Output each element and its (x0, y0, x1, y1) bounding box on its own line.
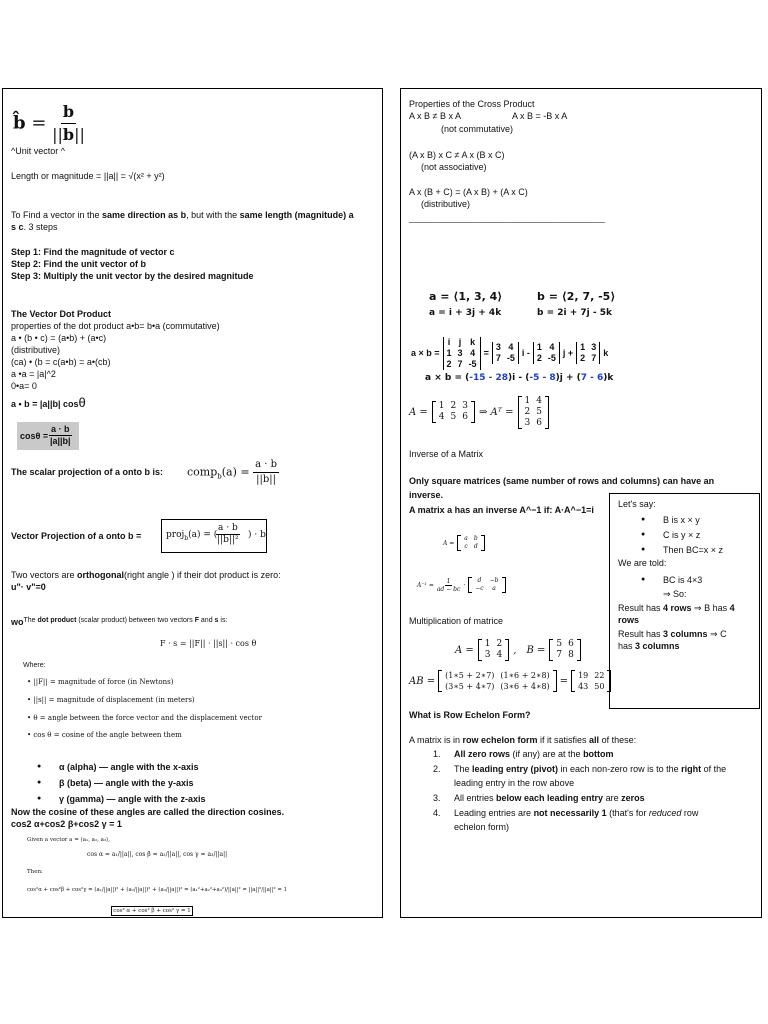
where-item-4: • cos θ = cosine of the angle between them (27, 731, 182, 739)
vector-b-ijk: b = 2i + 7j - 5k (537, 308, 613, 318)
cos-theta-box: cosθ = $\frac{a \cdot b}{|a||b|}$ (17, 422, 79, 450)
box-title: Let's say: (618, 499, 656, 509)
dot-prop-2: a • (b • c) = (a•b) + (a•c) (11, 333, 107, 343)
box-result-cols: Result has 3 columns ⇒ C (618, 629, 727, 639)
magnitude-line: Length or magnitude = ||a|| = √(x² + y²) (11, 171, 165, 181)
step-1: Step 1: Find the magnitude of vector c (11, 247, 175, 257)
inverse-formula: A⁻¹ = $\frac{1}{ad - bc}$ · d −b −c a (417, 577, 506, 593)
step-3: Step 3: Multiply the unit vector by the desired magnitude (11, 271, 254, 281)
cross-prop-1c: (not commutative) (441, 124, 514, 134)
ref-rule-2: The leading entry (pivot) in each non-zero row is to the right of the (454, 764, 727, 774)
scalar-projection-label: The scalar projection of a onto b is: (11, 467, 164, 477)
dot-product-title: The Vector Dot Product (11, 309, 112, 319)
left-notes-panel (2, 88, 383, 918)
right-notes-panel (400, 88, 762, 918)
given-vector: Given a vector a = ⟨a₁, a₂, a₃⟩, (27, 837, 111, 843)
divider-line: ____________________________________________ (409, 214, 605, 223)
angle-gamma: ● γ (gamma) — angle with the z-axis (59, 793, 206, 805)
transpose-example: A = 1 2 3 4 5 6 ⇒ Aᵀ = 1 4 2 5 3 6 (409, 389, 549, 435)
vector-projection-label: Vector Projection of a onto b = (11, 531, 142, 541)
orthogonal-text: Two vectors are orthogonal(right angle ) if their dot product is zero: (11, 570, 281, 580)
dot-prop-1: properties of the dot product a•b= b•a (commutative) (11, 321, 220, 331)
vector-projection-formula: proj$_b$(a) = ( $\frac{a \cdot b}{\text{||b||²}}$ ) · b (161, 519, 267, 553)
where-label: Where: (23, 662, 46, 669)
ref-num-2: 2. (433, 764, 441, 774)
ref-rule-4: Leading entries are not necessarily 1 (that's for reduced row (454, 808, 699, 818)
ref-num-3: 3. (433, 793, 441, 803)
dot-prop-3: (distributive) (11, 345, 61, 355)
unit-vector-caption: ^Unit vector ^ (11, 146, 65, 156)
cross-prop-1a: A x B ≠ B x A (409, 111, 461, 121)
inverse-title: Inverse of a Matrix (409, 449, 484, 459)
cross-determinant: a × b = i j k 1 3 4 2 7 -5 = 3 4 7 -5 i - 1 4 2 -5 j + 1 3 2 7 k (411, 336, 609, 369)
dot-prop-6: 0•a= 0 (11, 381, 37, 391)
work-formula: F · s = ||F|| · ||s|| · cos θ (160, 639, 257, 648)
dimension-note-box (609, 493, 760, 709)
inverse-definition: A matrix a has an inverse A^−1 if: A·A^−1=i (409, 505, 594, 515)
angle-alpha: ● α (alpha) — angle with the x-axis (59, 761, 199, 773)
where-item-2: • ||s|| = magnitude of displacement (in meters) (27, 696, 195, 704)
row-echelon-intro: A matrix is in row echelon form if it satisfies all of these: (409, 735, 637, 745)
vector-a: a = ⟨1, 3, 4⟩ (429, 290, 503, 303)
direction-cosine-formulas: cos α = a₁/||a||, cos β = a₂/||a||, cos γ = a₃/||a|| (87, 851, 228, 858)
matrix-a-b-definition: A = 1 2 3 4 , B = 5 6 7 8 (455, 639, 581, 661)
ref-num-4: 4. (433, 808, 441, 818)
box-result-rows: Result has 4 rows ⇒ B has 4 (618, 603, 735, 613)
where-item-3: • θ = angle between the force vector and the displacement vector (27, 714, 262, 722)
direction-cosines-equation: cos2 α+cos2 β+cos2 γ = 1 (11, 819, 122, 829)
cross-prop-3b: (distributive) (421, 199, 471, 209)
cross-product-result: a × b = (-15 - 28)i - (-5 - 8)j + (7 - 6)k (425, 373, 614, 383)
find-vector-text-2: s c. 3 steps (11, 222, 58, 232)
then-label: Then: (27, 869, 43, 875)
box-result-rows-2: rows (618, 615, 640, 625)
unit-vector-formula: b̂ = $\frac{b}{||b||}$ (13, 102, 85, 144)
box-result-cols-2: has 3 columns (618, 641, 680, 651)
boxed-result: cos² α + cos² β + cos² γ = 1 (111, 906, 193, 916)
dot-cos-formula: a • b = |a||b| cosθ (11, 395, 86, 410)
ref-rule-1: All zero rows (if any) are at the bottom (454, 749, 614, 759)
dot-prop-5: a •a = |a|^2 (11, 369, 56, 379)
orthogonal-equation: u"· v"=0 (11, 582, 46, 592)
dot-prop-4: (ca) • (b = c(a•b) = a•(cb) (11, 357, 111, 367)
sum-of-squares-formula: cos²α + cos²β + cos²γ = (a₁/||a||)² + (a₂/||a||)² + (a₃/||a||)² = (a₁²+a₂²+a₃²)/||a||² = ||a||²/||a||² = 1 (27, 887, 288, 893)
box-item-2: ● C is y × z (663, 529, 700, 541)
ref-rule-3: All entries below each leading entry are zeros (454, 793, 645, 803)
ref-rule-2-cont: leading entry in the row above (454, 778, 575, 788)
cross-prop-2a: (A x B) x C ≠ A x (B x C) (409, 150, 505, 160)
ref-num-1: 1. (433, 749, 441, 759)
where-item-1: • ||F|| = magnitude of force (in Newtons) (27, 678, 174, 686)
box-told: We are told: (618, 558, 667, 568)
ref-rule-4-cont: echelon form) (454, 822, 510, 832)
step-2: Step 2: Find the unit vector of b (11, 259, 146, 269)
row-echelon-title: What is Row Echelon Form? (409, 710, 531, 720)
scalar-projection-formula: comp$_b$(a) = $\frac{a \cdot b}{||b||}$ (187, 459, 278, 485)
work-sentence: $wo^{The dot product (scalar product) between two vectors F and s is:}$ (11, 617, 228, 627)
matrix-product: AB = (1∗5 + 2∗7) (1∗6 + 2∗8) (3∗5 + 4∗7) (3∗6 + 4∗8) = 19 22 43 50 (409, 670, 611, 692)
cross-prop-1b: A x B = -B x A (512, 111, 568, 121)
square-matrix-line-1: Only square matrices (same number of rows and columns) can have an (409, 476, 715, 486)
cross-product-title: Properties of the Cross Product (409, 99, 535, 109)
square-matrix-line-2: inverse. (409, 490, 444, 500)
angle-beta: ● β (beta) — angle with the y-axis (59, 777, 194, 789)
direction-cosines-line: Now the cosine of these angles are called the direction cosines. (11, 807, 285, 817)
box-item-3: ● Then BC=x × z (663, 544, 723, 556)
multiplication-title: Multiplication of matrice (409, 616, 504, 626)
cross-prop-3a: A x (B + C) = (A x B) + (A x C) (409, 187, 528, 197)
box-item-4: ● BC is 4×3 (663, 574, 702, 586)
box-so: ⇒ So: (663, 589, 687, 599)
vector-a-ijk: a = i + 3j + 4k (429, 308, 502, 318)
box-item-1: ● B is x × y (663, 514, 700, 526)
find-vector-text: To Find a vector in the same direction as b, but with the same length (magnitude) a (11, 210, 354, 220)
matrix-abcd: A = a b c d (443, 535, 485, 551)
vector-b: b = ⟨2, 7, -5⟩ (537, 290, 616, 303)
cross-prop-2b: (not associative) (421, 162, 487, 172)
